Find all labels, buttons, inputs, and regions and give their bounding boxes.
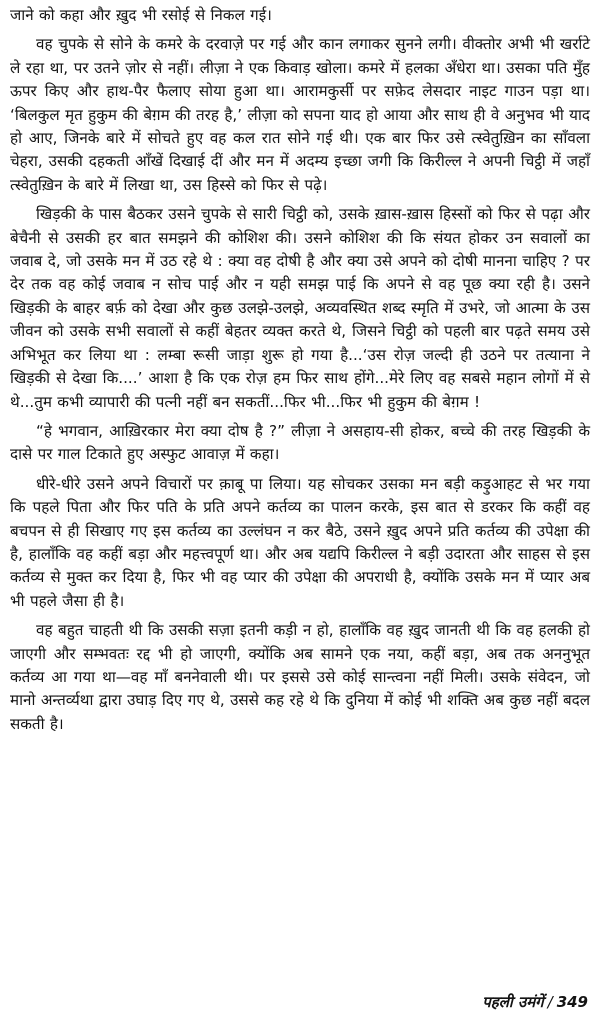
page-body <box>10 4 590 742</box>
paragraph: धीरे-धीरे उसने अपने विचारों पर क़ाबू पा लिया। यह सोचकर उसका मन बड़ी कड़ुआहट से भर गया कि पहले पिता और फिर पति के प्रति अपने कर्तव्य का पालन करके, इस बात से डरकर कि कहीं वह बचपन से ही सिखाए गए इस कर्तव्य का उल्लंघन न कर बैठे, उसने ख़ुद अपने प्रति कर्तव्य की उपेक्षा की है, हालाँकि वह कहीं बड़ा और महत्त्वपूर्ण था। और अब यद्यपि किरील्ल ने बड़ी उदारता और साहस से इस कर्तव्य से मुक्त कर दिया है, फिर भी वह प्यार की उपेक्षा की अपराधी है, क्योंकि उसके मन में प्यार अब भी पहले जैसा ही है। <box>10 474 590 610</box>
paragraph: “हे भगवान, आख़िरकार मेरा क्या दोष है ?” लीज़ा ने असहाय-सी होकर, बच्चे की तरह खिड़की के दासे पर गाल टिकाते हुए अस्फुट आवाज़ में कहा। <box>10 421 590 464</box>
book-title: पहली उमंगें <box>482 993 544 1011</box>
paragraph-continuation: जाने को कहा और ख़ुद भी रसोई से निकल गई। <box>10 6 272 24</box>
footer-separator: / <box>547 993 553 1011</box>
paragraph: वह बहुत चाहती थी कि उसकी सज़ा इतनी कड़ी न हो, हालाँकि वह ख़ुद जानती थी कि वह हलकी हो जाएगी और सम्भवतः रद्द भी हो जाएगी, क्योंकि अब सामने एक नया, कहीं बड़ा, अब तक अननुभूत कर्तव्य आ गया था—वह माँ बननेवाली थी। पर इससे उसे कोई सान्त्वना नहीं मिली। उसके संवेदन, जो मानो अन्तर्व्यथा द्वारा उघाड़ दिए गए थे, उससे कह रहे थे कि दुनिया में कोई भी शक्ति अब कुछ नहीं बदल सकती है। <box>10 621 590 733</box>
paragraph: वह चुपके से सोने के कमरे के दरवाज़े पर गई और कान लगाकर सुनने लगी। वीक्तोर अभी भी खर्राटे ले रहा था, पर उतने ज़ोर से नहीं। लीज़ा ने एक किवाड़ खोला। कमरे में हलका अँधेरा था। उसका पति मुँह ऊपर किए और हाथ-पैर फैलाए सोया हुआ था। आरामकुर्सी पर सफ़ेद लेसदार नाइट गाउन पड़ा था। ‘बिलकुल मृत हुकुम की बेग़म की तरह है,’ लीज़ा को सपना याद हो आया और साथ ही वे अनुभव भी याद हो आए, जिनके बारे में सोचते हुए वह कल रात सोने गई थी। एक बार फिर उसे त्स्वेतुख़िन का साँवला चेहरा, उसकी दहकती आँखें दिखाई दीं और मन में अदम्य इच्छा जगी कि किरील्ल ने अपनी चिट्ठी में जहाँ त्स्वेतुख़िन के बारे में लिखा था, उस हिस्से को फिर से पढ़े। <box>10 35 590 194</box>
page-number: 349 <box>556 993 588 1011</box>
paragraph: खिड़की के पास बैठकर उसने चुपके से सारी चिट्ठी को, उसके ख़ास-ख़ास हिस्सों को फिर से पढ़ा और बेचैनी से उसकी हर बात समझने की कोशिश की। उसने कोशिश की कि संयत होकर उन सवालों का जवाब दे, जो उसके मन में उठ रहे थे : क्या वह दोषी है और क्या उसे अपने को दोषी मानना चाहिए ? पर देर तक वह कोई जवाब न सोच पाई और न यही समझ पाई कि अपने से वह पूछ क्या रही है। उसने खिड़की के बाहर बर्फ़ को देखा और कुछ उलझे-उलझे, अव्यवस्थित शब्द स्मृति में उभरे, जो आत्मा के उस जीवन को उसके सभी सवालों से कहीं बेहतर व्यक्त करते थे, जिसने चिट्ठी को पहली बार पढ़ते समय उसे अभिभूत कर लिया था : लम्बा रूसी जाड़ा शुरू हो गया है...‘उस रोज़ जल्दी ही उठने पर तत्याना ने खिड़की से देखा कि....’ आशा है कि एक रोज़ हम फिर साथ होंगे...मेरे लिए वह सबसे महान लोगों में से थे...तुम कभी व्यापारी की पत्नी नहीं बन सकतीं...फिर भी...फिर भी हुकुम की बेग़म ! <box>10 205 590 411</box>
running-footer <box>482 992 588 1012</box>
